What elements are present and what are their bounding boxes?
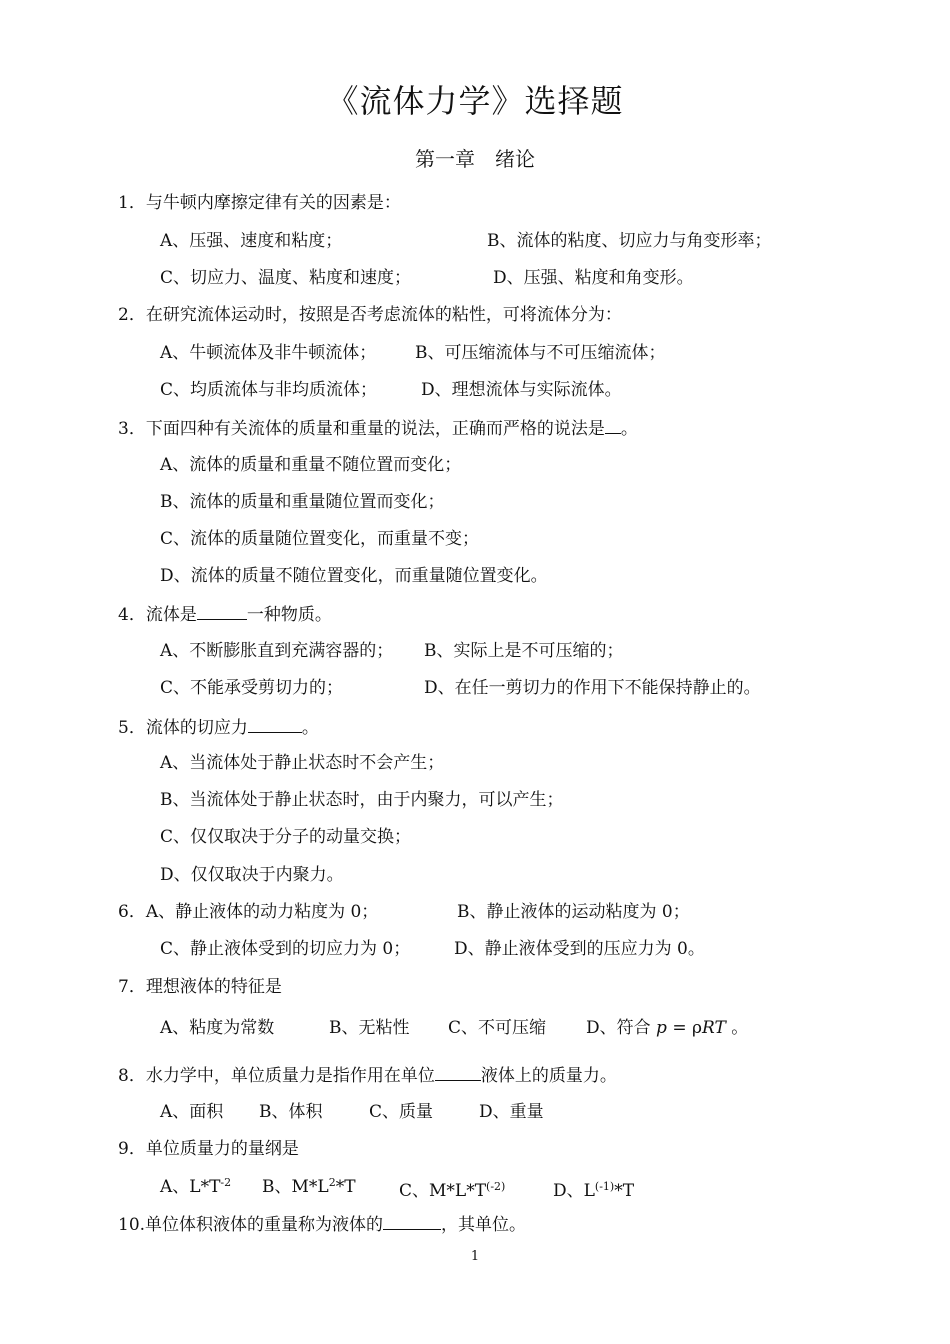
question-1-option-c: C、切应力、温度、粘度和速度； [160, 268, 412, 288]
question-8-option-b: B、体积 [259, 1102, 323, 1122]
question-3-stem-text: 3．下面四种有关流体的质量和重量的说法，正确而严格的说法是 [118, 419, 605, 439]
question-3-stem [118, 416, 638, 440]
question-9-option-c-text: C、M*L*T [399, 1181, 487, 1201]
question-9-option-b-end: *T [335, 1177, 356, 1197]
formula-rt: RT [701, 1018, 726, 1038]
question-3-option-d: D、流体的质量不随位置变化，而重量随位置变化。 [160, 566, 548, 586]
question-2-option-b: B、可压缩流体与不可压缩流体； [415, 343, 666, 363]
question-5-stem-text: 5．流体的切应力 [118, 718, 248, 738]
formula-equals-rho: = ρ [666, 1018, 702, 1038]
question-1-option-a: A、压强、速度和粘度； [160, 231, 343, 251]
question-4-option-b: B、实际上是不可压缩的； [424, 641, 624, 661]
question-2-option-d: D、理想流体与实际流体。 [421, 380, 622, 400]
question-8-stem-text: 8．水力学中，单位质量力是指作用在单位 [118, 1066, 435, 1086]
question-9-option-a-text: A、L*T [160, 1177, 221, 1197]
question-6-option-b: B、静止液体的运动粘度为 0； [457, 902, 690, 922]
question-1-option-d: D、压强、粘度和角变形。 [493, 268, 694, 288]
document-title: 《流体力学》选择题 [326, 82, 624, 120]
question-7-option-c: C、不可压缩 [448, 1018, 547, 1038]
page-number: 1 [470, 1249, 480, 1264]
question-9-option-b-text: B、M*L [262, 1177, 329, 1197]
formula-p: p [656, 1018, 667, 1038]
question-5-stem [118, 715, 319, 739]
question-9-option-d-exponent: (-1) [594, 1180, 615, 1193]
question-3-option-b: B、流体的质量和重量随位置而变化； [160, 492, 445, 512]
question-9-option-c-exponent: (-2) [486, 1180, 506, 1193]
question-4-stem-end: 一种物质。 [246, 605, 332, 625]
question-9-stem: 9．单位质量力的量纲是 [118, 1139, 299, 1159]
answer-blank [248, 715, 302, 733]
question-5-option-a: A、当流体处于静止状态时不会产生； [160, 753, 445, 773]
question-5-stem-end: 。 [301, 718, 319, 738]
formula-end: 。 [725, 1018, 749, 1038]
question-5-option-d: D、仅仅取决于内聚力。 [160, 865, 344, 885]
question-5-option-b: B、当流体处于静止状态时，由于内聚力，可以产生； [160, 790, 564, 810]
question-9-option-c [399, 1176, 505, 1202]
question-2-option-c: C、均质流体与非均质流体； [160, 380, 378, 400]
question-8-option-a: A、面积 [160, 1102, 224, 1122]
question-6-stem: 6．A、静止液体的动力粘度为 0； [118, 902, 379, 922]
question-9-option-a [160, 1176, 231, 1198]
question-7-option-d-text: D、符合 [586, 1018, 651, 1038]
question-1-stem: 1．与牛顿内摩擦定律有关的因素是： [118, 193, 401, 213]
answer-blank [435, 1063, 481, 1081]
question-6-option-c: C、静止液体受到的切应力为 0； [160, 939, 411, 959]
answer-blank [197, 602, 247, 620]
answer-blank [605, 416, 621, 434]
question-8-stem-end: 液体上的质量力。 [480, 1066, 617, 1086]
question-4-stem-text: 4．流体是 [118, 605, 197, 625]
question-6-option-d: D、静止液体受到的压应力为 0。 [454, 939, 705, 959]
answer-blank [383, 1212, 441, 1230]
question-4-option-d: D、在任一剪切力的作用下不能保持静止的。 [424, 678, 761, 698]
question-9-option-b-exponent: 2 [328, 1176, 336, 1189]
question-4-option-a: A、不断膨胀直到充满容器的； [160, 641, 394, 661]
question-8-stem [118, 1063, 617, 1087]
question-4-stem [118, 602, 332, 626]
question-7-option-d [586, 1017, 748, 1039]
question-9-option-a-exponent: -2 [220, 1176, 232, 1189]
question-3-stem-end: 。 [620, 419, 638, 439]
question-3-option-c: C、流体的质量随位置变化，而重量不变； [160, 529, 480, 549]
question-2-option-a: A、牛顿流体及非牛顿流体； [160, 343, 377, 363]
question-5-option-c: C、仅仅取决于分子的动量交换； [160, 827, 412, 847]
question-2-stem: 2．在研究流体运动时，按照是否考虑流体的粘性，可将流体分为： [118, 305, 622, 325]
question-10-stem [118, 1212, 526, 1236]
question-10-stem-end: ，其单位。 [441, 1215, 527, 1235]
question-9-option-d [553, 1176, 634, 1202]
question-8-option-c: C、质量 [369, 1102, 434, 1122]
question-9-option-d-end: *T [614, 1181, 635, 1201]
question-4-option-c: C、不能承受剪切力的； [160, 678, 344, 698]
question-1-option-b: B、流体的粘度、切应力与角变形率； [487, 231, 772, 251]
question-7-option-b: B、无粘性 [329, 1018, 410, 1038]
chapter-heading: 第一章 绪论 [415, 147, 535, 171]
question-3-option-a: A、流体的质量和重量不随位置而变化； [160, 455, 462, 475]
question-7-option-a: A、粘度为常数 [160, 1018, 275, 1038]
question-10-stem-text: 10.单位体积液体的重量称为液体的 [118, 1215, 384, 1235]
question-9-option-d-text: D、L [553, 1181, 595, 1201]
question-7-stem: 7．理想液体的特征是 [118, 977, 282, 997]
question-8-option-d: D、重量 [479, 1102, 544, 1122]
question-9-option-b [262, 1176, 356, 1198]
